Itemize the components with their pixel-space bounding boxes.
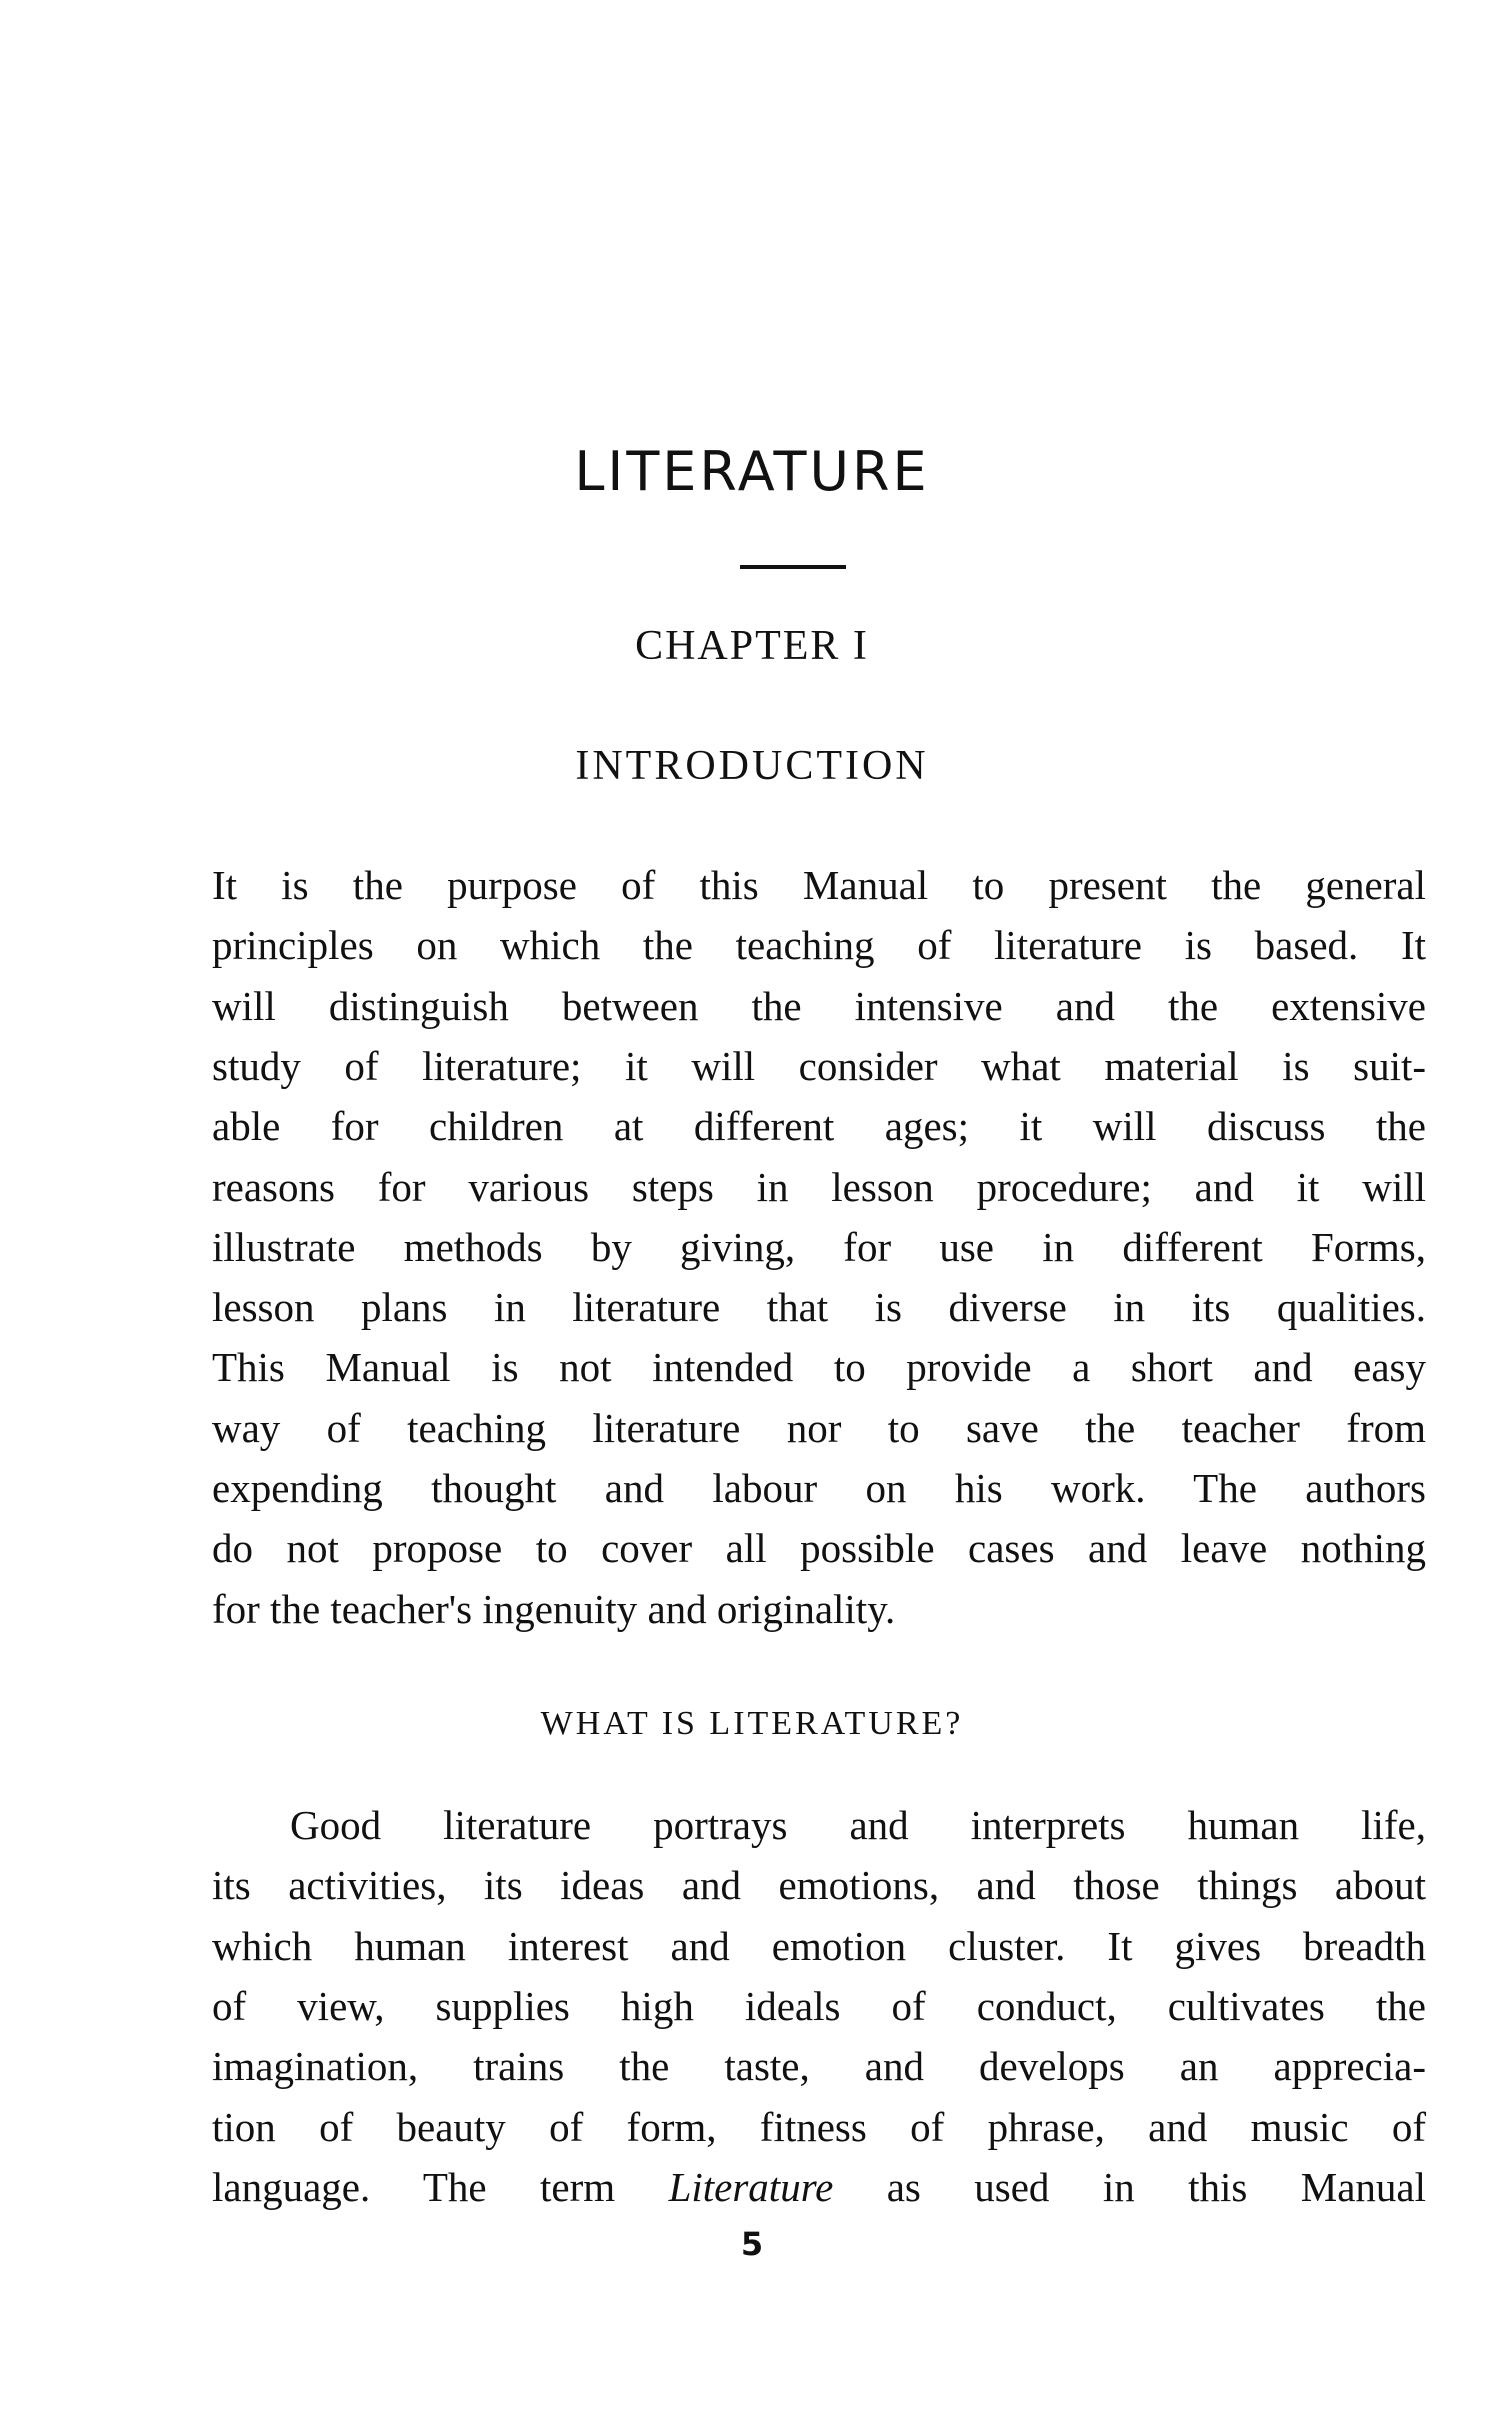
book-title: LITERATURE [574, 440, 930, 503]
chapter-heading: CHAPTER I [635, 623, 869, 669]
text-line: principles on which the teaching of literature is based. It [212, 922, 1426, 969]
text-line: for the teacher's ingenuity and originality. [212, 1585, 896, 1632]
text-line: do not propose to cover all possible cases and leave nothing [212, 1525, 1426, 1572]
text-line: expending thought and labour on his work. The authors [212, 1465, 1426, 1511]
text-line: study of literature; it will consider what material is suit- [212, 1042, 1426, 1089]
text-line: its activities, its ideas and emotions, and those things about [212, 1862, 1426, 1909]
text-line: This Manual is not intended to provide a short and easy [212, 1344, 1426, 1391]
text-span: language. The term [212, 2164, 669, 2210]
text-line: will distinguish between the intensive and the extensive [212, 982, 1426, 1029]
text-line: way of teaching literature nor to save the teacher from [212, 1404, 1426, 1451]
text-line: tion of beauty of form, fitness of phrase, and music of [212, 2103, 1426, 2150]
text-line: able for children at different ages; it will discuss the [212, 1103, 1426, 1150]
text-line: of view, supplies high ideals of conduct, cultivates the [212, 1982, 1426, 2029]
divider-rule [740, 565, 846, 569]
text-line: reasons for various steps in lesson procedure; and it will [212, 1163, 1426, 1210]
page-number: 5 [740, 2225, 764, 2263]
text-line: It is the purpose of this Manual to present the general [212, 862, 1426, 908]
subheading: WHAT IS LITERATURE? [540, 1705, 964, 1742]
text-line: illustrate methods by giving, for use in different Forms, [212, 1223, 1426, 1270]
text-line: imagination, trains the taste, and develops an apprecia- [212, 2043, 1426, 2090]
section-title: INTRODUCTION [575, 743, 929, 789]
text-line [212, 2162, 1426, 2212]
text-span: as used in this Manual [833, 2164, 1426, 2210]
italic-term: Literature [668, 2164, 834, 2210]
text-line: lesson plans in literature that is diverse in its qualities. [212, 1284, 1426, 1331]
text-line: which human interest and emotion cluster. It gives breadth [212, 1922, 1426, 1969]
text-line: Good literature portrays and interprets human life, [290, 1802, 1426, 1848]
